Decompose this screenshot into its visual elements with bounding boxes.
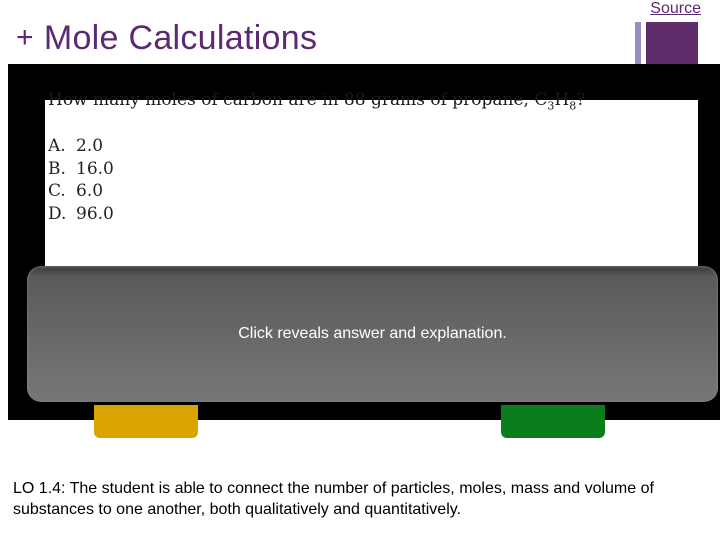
option-value: 2.0: [76, 136, 104, 156]
question-subscript-1: 3: [547, 99, 555, 112]
source-link[interactable]: Source: [650, 0, 701, 17]
yellow-tab-button[interactable]: [94, 405, 198, 438]
question-text-suffix: ?: [576, 90, 586, 110]
reveal-answer-label: Click reveals answer and explanation.: [238, 325, 507, 342]
option-letter: B.: [48, 158, 66, 179]
answer-option-a[interactable]: [48, 136, 114, 159]
slide-title-text: Mole Calculations: [43, 18, 318, 57]
question-text-prefix: How many moles of carbon are in 88 grams of propane, C: [48, 90, 548, 110]
question-panel: [45, 90, 698, 268]
green-tab-button[interactable]: [501, 405, 605, 438]
option-letter: D.: [48, 203, 67, 224]
option-letter: A.: [48, 136, 66, 156]
question-text-mid: H: [554, 90, 570, 110]
learning-objective: LO 1.4: The student is able to connect the number of particles, moles, mass and volume of substances to one another, both qualitatively and quantitatively.: [13, 480, 654, 518]
plus-icon: +: [16, 21, 34, 54]
reveal-answer-overlay[interactable]: [27, 266, 718, 402]
question-subscript-2: 8: [569, 99, 577, 112]
answer-option-c[interactable]: [48, 181, 114, 204]
option-value: 6.0: [76, 181, 104, 201]
option-letter: C.: [48, 181, 66, 201]
option-value: 16.0: [76, 158, 114, 179]
option-value: 96.0: [76, 203, 114, 224]
slide-title: [16, 18, 317, 58]
answer-option-b[interactable]: [48, 159, 114, 182]
answer-options: [48, 136, 114, 226]
answer-option-d[interactable]: [48, 204, 114, 227]
question-text: [48, 90, 688, 112]
